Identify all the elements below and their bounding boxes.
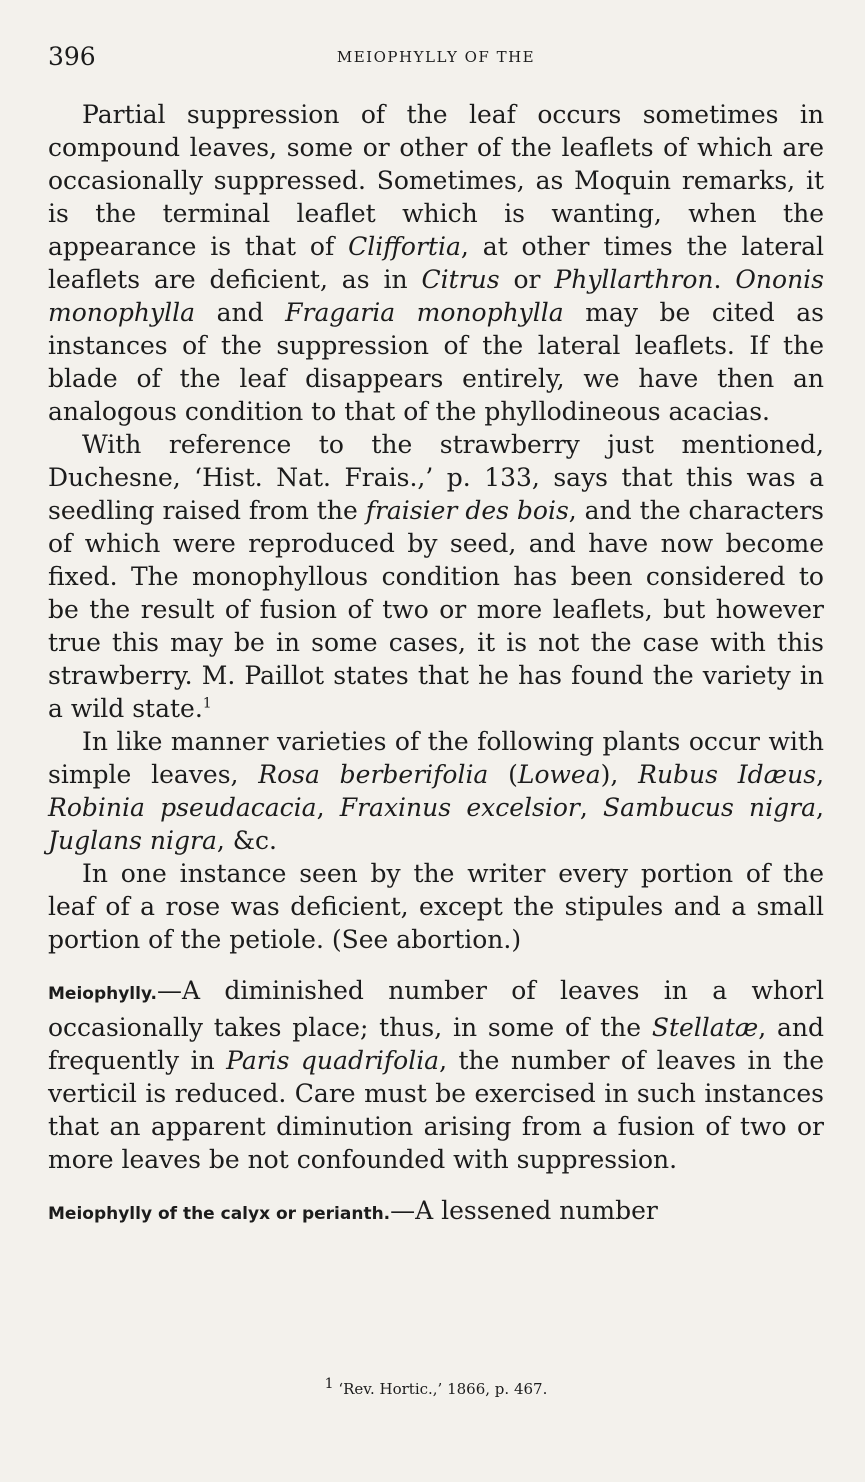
text-run: .	[713, 265, 736, 294]
taxon-name: Lowea	[517, 760, 601, 789]
text-run: Partial suppression of the leaf occurs sometimes in compound leaves, some or other of the leaflets of which are occasionally suppressed. Sometimes, as Moquin remarks, it is the terminal leaflet which is wanting, when the appearance is that of	[48, 100, 824, 261]
paragraph-1	[48, 98, 824, 428]
page-number: 396	[48, 42, 96, 71]
paragraph-6	[48, 1194, 824, 1231]
text-run: and	[195, 298, 286, 327]
text-run: , &c.	[216, 826, 277, 855]
taxon-name: Ononis monophylla	[48, 265, 824, 327]
section-heading: Meiophylly of the calyx or perianth.	[48, 1204, 391, 1224]
page-header	[48, 42, 824, 78]
footnote-reference: 1	[202, 695, 212, 712]
text-run: ,	[579, 793, 604, 822]
taxon-name: Rosa berberifolia	[258, 760, 489, 789]
text-run: , and the characters of which were reproduced by seed, and have now become fixed. The monophyllous condition has been considered to be the result of fusion of two or more leaflets, but however true this may be in some cases, it is not the case with this strawberry. M. Paillot states that he has found the variety in a wild state.	[48, 496, 825, 723]
text-run: ,	[316, 793, 340, 822]
taxon-name: Robinia pseudacacia	[48, 793, 317, 822]
text-run: , the number of leaves in the verticil is reduced. Care must be exercised in such instances that an apparent diminution arising from a fusion of two or more leaves be not confounded with suppression.	[48, 1046, 824, 1174]
paragraph-3	[48, 725, 824, 857]
taxon-name: Fragaria monophylla	[285, 298, 564, 327]
text-run: (	[488, 760, 518, 789]
paragraph-5	[48, 974, 824, 1176]
taxon-name: Cliffortia	[348, 232, 461, 261]
text-run: , and frequently in	[48, 1013, 824, 1075]
text-run: In one instance seen by the writer every portion of the leaf of a rose was deficient, except the stipules and a small portion of the petiole. (See abortion.)	[48, 859, 824, 954]
paragraph-4	[48, 857, 824, 956]
taxon-name: Citrus	[421, 265, 500, 294]
text-run: In like manner varieties of the following plants occur with simple leaves,	[48, 727, 824, 789]
taxon-name: Fraxinus excelsior	[339, 793, 580, 822]
text-run: ,	[816, 793, 824, 822]
text-run: —A diminished number of leaves in a whorl occasionally takes place; thus, in some of the	[48, 976, 824, 1042]
footnote	[48, 1376, 824, 1398]
footnote-text: ‘Rev. Hortic.,’ 1866, p. 467.	[333, 1380, 548, 1398]
paragraph-2	[48, 428, 824, 725]
taxon-name: Paris quadrifolia	[226, 1046, 440, 1075]
text-run: or	[499, 265, 555, 294]
taxon-name: Sambucus nigra	[603, 793, 817, 822]
text-run: may be cited as instances of the suppression of the lateral leaflets. If the blade of the leaf disappears entirely, we have then an analogous condition to that of the phyllodineous acacias.	[48, 298, 824, 426]
text-run: ),	[600, 760, 639, 789]
body-text	[48, 98, 824, 1231]
section-heading: Meiophylly.	[48, 984, 157, 1004]
taxon-name: Stellatæ	[651, 1013, 759, 1042]
taxon-name: Phyllarthron	[554, 265, 714, 294]
taxon-name: Rubus Idæus	[638, 760, 817, 789]
italic-term: fraisier des bois	[365, 496, 569, 525]
text-run: , at other times the lateral leaflets are deficient, as in	[48, 232, 824, 294]
text-run: ,	[816, 760, 825, 789]
text-run: —A lessened number	[390, 1196, 658, 1225]
footnote-marker: 1	[324, 1376, 334, 1392]
text-run: With reference to the strawberry just mentioned, Duchesne, ‘Hist. Nat. Frais.,’ p. 133, says that this was a seedling raised from the	[48, 430, 824, 525]
running-title: MEIOPHYLLY OF THE	[336, 48, 536, 66]
taxon-name: Juglans nigra	[48, 826, 217, 855]
